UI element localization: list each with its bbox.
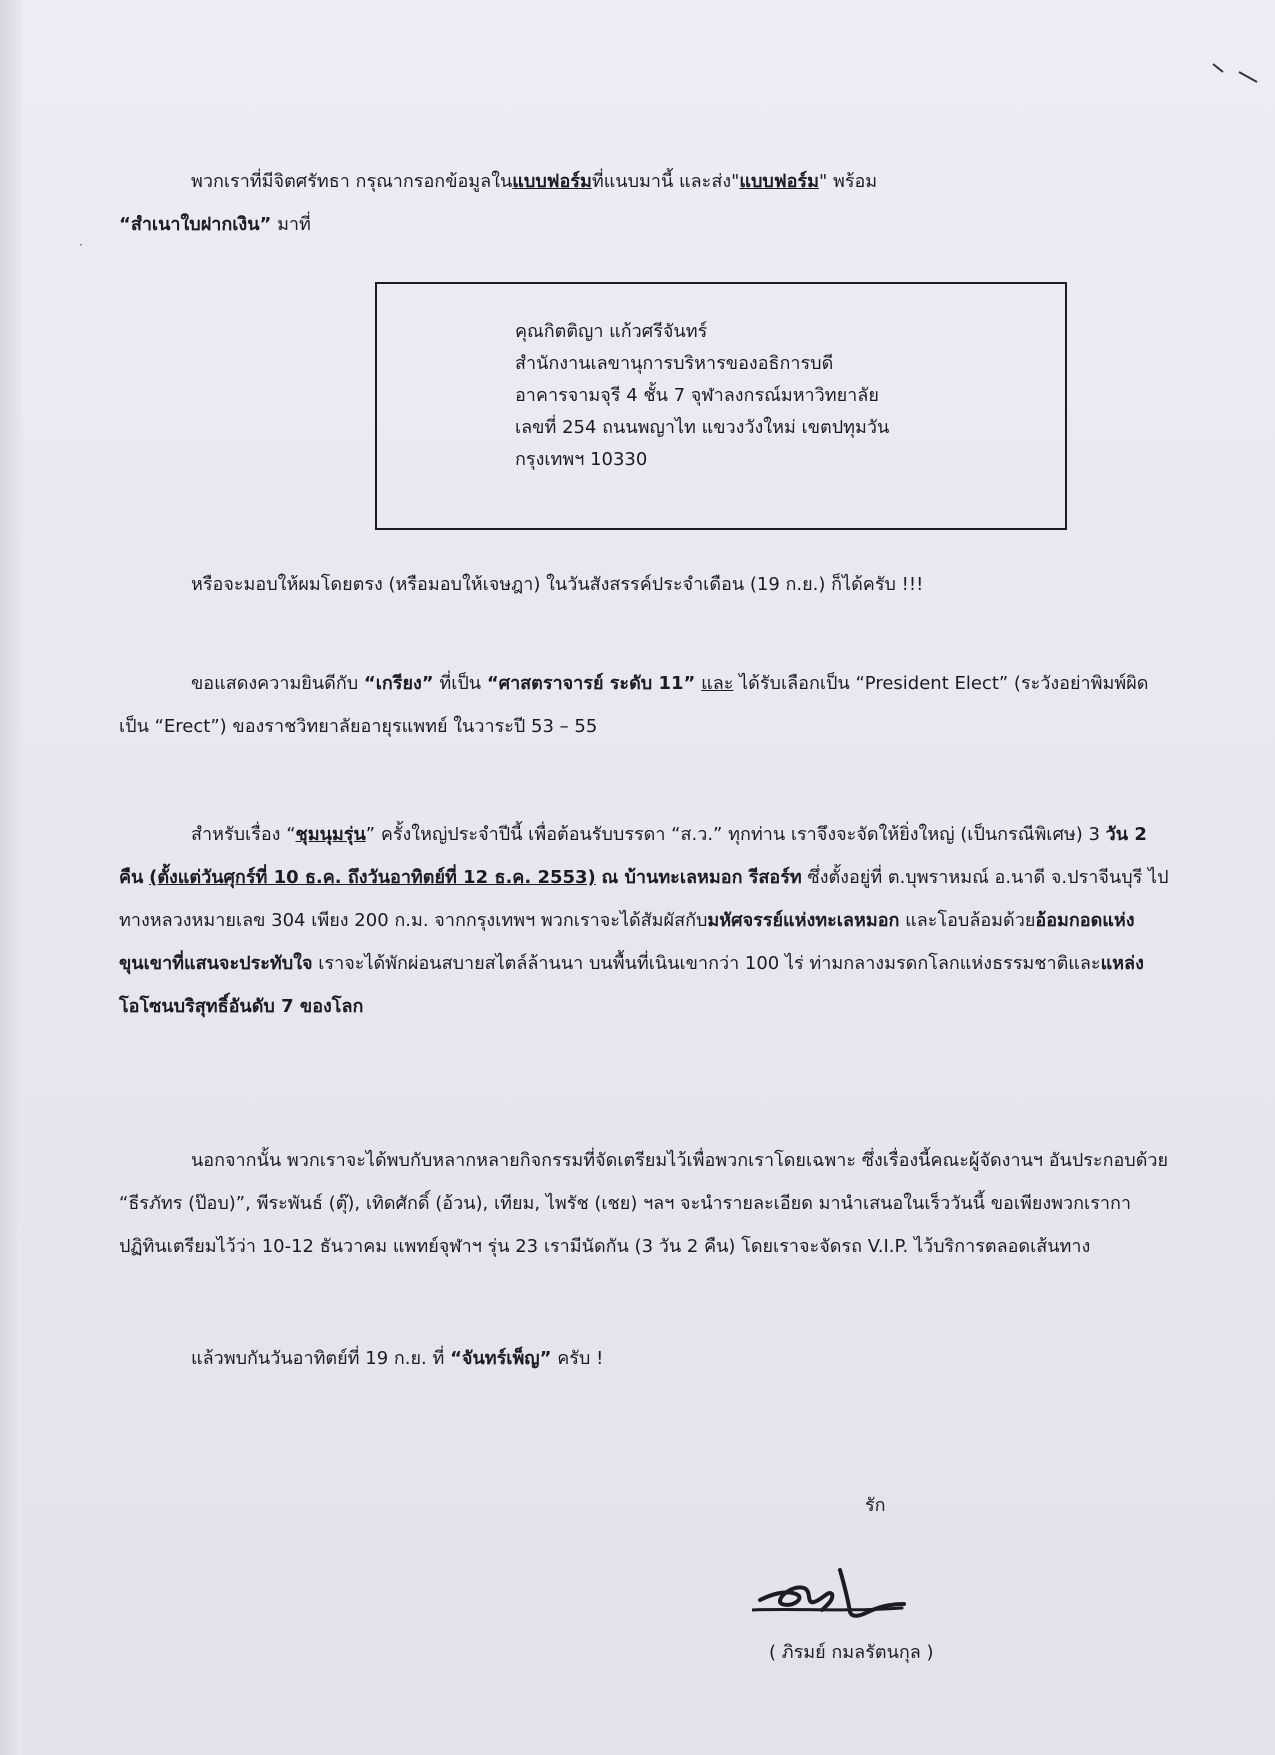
text: เราจะได้พักผ่อนสบายสไตล์ล้านนา บนพื้นที่เนินเขากว่า 100 ไร่ ท่ามกลางมรดกโลกแห่งธรรมชาติและ bbox=[312, 953, 1101, 974]
direct-delivery-paragraph: หรือจะมอบให้ผมโดยตรง (หรือมอบให้เจษฎา) ในวันสังสรรค์ประจำเดือน (19 ก.ย.) ก็ได้ครับ !!! bbox=[191, 574, 924, 595]
address-line: กรุงเทพฯ 10330 bbox=[515, 449, 648, 470]
text: ได้รับเลือกเป็น “President Elect” (ระวังอย่าพิมพ์ผิดเป็น “Erect”) ของราชวิทยาลัยอายุรแพทย์ ในวาระปี 53 – 55 bbox=[119, 673, 1149, 737]
duration-emphasis: วัน 2 คืน bbox=[119, 824, 1147, 888]
closing-word: รัก bbox=[865, 1495, 886, 1516]
text: ที่แนบมานี้ และส่ง" bbox=[591, 171, 740, 192]
handwritten-signature bbox=[752, 1560, 912, 1632]
text: พวกเราที่มีจิตศรัทธา กรุณากรอกข้อมูลใน bbox=[191, 171, 513, 192]
text: ที่เป็น bbox=[433, 673, 487, 694]
sea-of-mist-emphasis: มหัศจรรย์แห่งทะเลหมอก bbox=[707, 910, 900, 931]
text: ซึ่งตั้งอยู่ที่ ต.บุพราหมณ์ อ.นาดี จ.ปราจีนบุรี ไปทางหลวงหมายเลข 304 เพียง 200 ก.ม. จากกรุงเทพฯ พวกเราจะได้สัมผัสกับ bbox=[119, 867, 1169, 931]
ozone-emphasis: แหล่งโอโซนบริสุทธิ์อันดับ 7 ของโลก bbox=[119, 953, 1144, 1017]
text: ครับ ! bbox=[551, 1348, 604, 1369]
stray-dot: · bbox=[79, 238, 83, 252]
signer-name: ( ภิรมย์ กมลรัตนกุล ) bbox=[769, 1642, 934, 1663]
address-line: อาคารจามจุรี 4 ชั้น 7 จุฬาลงกรณ์มหาวิทยาลัย bbox=[515, 385, 879, 406]
address-line: สำนักงานเลขานุการบริหารของอธิการบดี bbox=[515, 353, 834, 374]
reunion-paragraph bbox=[119, 813, 1174, 1028]
underlined-word: และ bbox=[701, 673, 734, 694]
text: สำหรับเรื่อง “ bbox=[191, 824, 296, 845]
reunion-emphasis: ชุมนุมรุ่น bbox=[295, 824, 366, 845]
text: แล้วพบกันวันอาทิตย์ที่ 19 ก.ย. ที่ bbox=[191, 1348, 451, 1369]
resort-emphasis: ณ บ้านทะเลหมอก รีสอร์ท bbox=[601, 867, 802, 888]
deposit-slip-emphasis: “สำเนาใบฝากเงิน” bbox=[119, 214, 272, 235]
address-line: เลขที่ 254 ถนนพญาไท แขวงวังใหม่ เขตปทุมวัน bbox=[515, 417, 890, 438]
text: " พร้อม bbox=[818, 171, 878, 192]
see-you-paragraph bbox=[119, 1337, 1174, 1380]
text: ขอแสดงความยินดีกับ bbox=[191, 673, 364, 694]
name-emphasis: “เกรียง” bbox=[363, 673, 434, 694]
address-line: คุณกิตติญา แก้วศรีจันทร์ bbox=[515, 321, 708, 342]
text: และโอบล้อมด้วย bbox=[899, 910, 1036, 931]
form-emphasis: แบบฟอร์ม bbox=[739, 171, 819, 192]
mountain-emphasis: อ้อมกอดแห่งขุนเขาที่แสนจะประทับใจ bbox=[119, 910, 1135, 974]
congratulations-paragraph bbox=[119, 662, 1174, 748]
text: ” ครั้งใหญ่ประจำปีนี้ เพื่อต้อนรับบรรดา “ส.ว.” ทุกท่าน เราจึงจะจัดให้ยิ่งใหญ่ (เป็นกรณีพิเศษ) 3 bbox=[365, 824, 1106, 845]
page-edge-shadow bbox=[0, 0, 22, 1755]
pen-mark bbox=[1209, 52, 1269, 92]
date-emphasis: (ตั้งแต่วันศุกร์ที่ 10 ธ.ค. ถึงวันอาทิตย์ที่ 12 ธ.ค. 2553) bbox=[149, 867, 596, 888]
activities-paragraph: นอกจากนั้น พวกเราจะได้พบกับหลากหลายกิจกรรมที่จัดเตรียมไว้เพื่อพวกเราโดยเฉพาะ ซึ่งเรื่องนี้คณะผู้จัดงานฯ อันประกอบด้วย “ธีรภัทร (ป๊อบ)”, พีระพันธ์ (ตุ๊), เทิดศักดิ์ (อ้วน), เทียม, ไพรัช (เชย) ฯลฯ จะนำรายละเอียด มานำเสนอในเร็ววันนี้ ขอเพียงพวกเรากาปฏิทินเตรียมไว้ว่า 10-12 ธันวาคม แพทย์จุฬาฯ รุ่น 23 เรามีนัดกัน (3 วัน 2 คืน) โดยเราจะจัดรถ V.I.P. ไว้บริการตลอดเส้นทาง bbox=[119, 1150, 1169, 1257]
text: มาที่ bbox=[271, 214, 311, 235]
form-emphasis: แบบฟอร์ม bbox=[512, 171, 592, 192]
title-emphasis: “ศาสตราจารย์ ระดับ 11” bbox=[486, 673, 696, 694]
address-box bbox=[375, 282, 1067, 530]
intro-paragraph bbox=[119, 160, 1174, 246]
venue-emphasis: “จันทร์เพ็ญ” bbox=[450, 1348, 552, 1369]
